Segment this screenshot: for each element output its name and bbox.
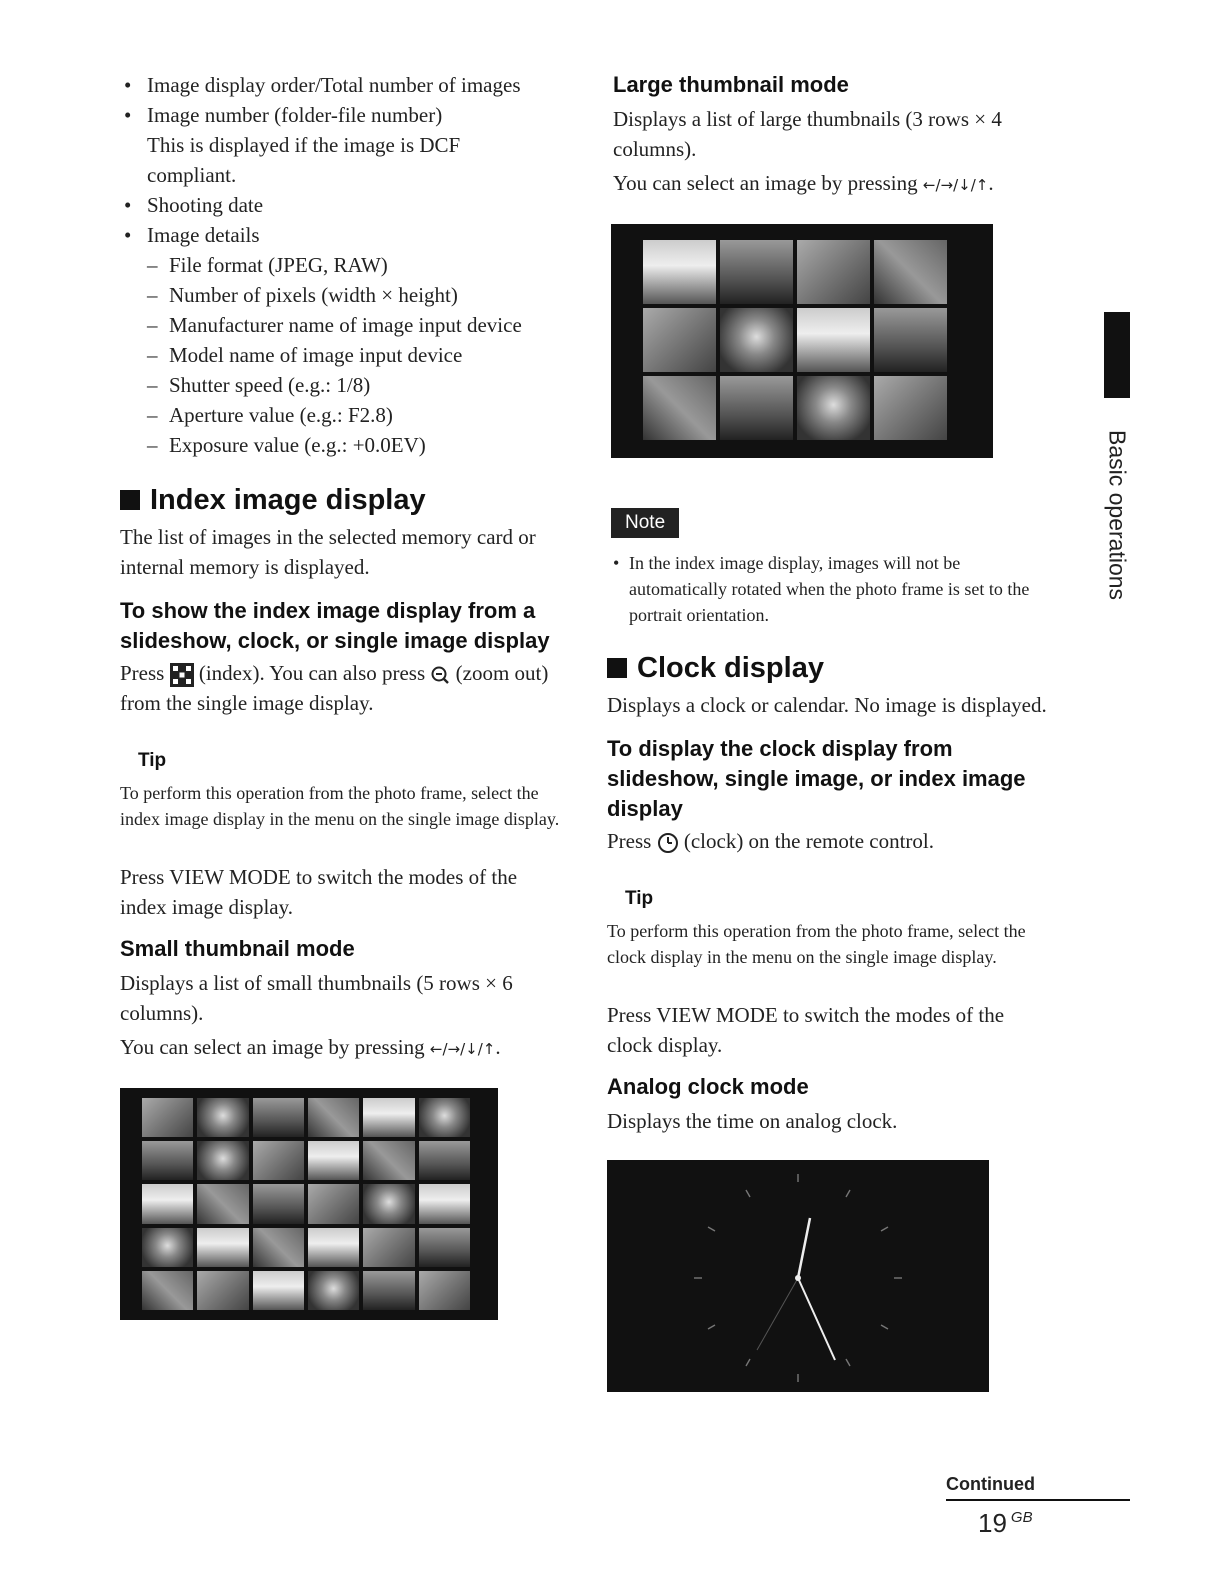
second-hand (757, 1278, 798, 1350)
list-item: • Shooting date (120, 190, 560, 220)
analog-clock-screenshot (607, 1160, 989, 1392)
thumbnail (253, 1098, 304, 1137)
analog-clock-desc: Displays the time on analog clock. (607, 1109, 898, 1133)
detail-item: – Exposure value (e.g.: +0.0EV) (147, 430, 560, 460)
thumbnail (197, 1184, 248, 1223)
list-item-text: • Image details (147, 223, 260, 247)
press-zoom-text: (zoom out) from the single image display. (120, 661, 549, 715)
thumbnail (308, 1141, 359, 1180)
thumbnail (253, 1228, 304, 1267)
thumbnail (253, 1184, 304, 1223)
thumbnail (308, 1271, 359, 1310)
thumbnail (643, 308, 716, 372)
press-clock-paragraph (607, 826, 1052, 856)
thumbnail (142, 1098, 193, 1137)
page-number (978, 1508, 1033, 1539)
tip-label: Tip (625, 888, 654, 909)
tip-block (120, 750, 560, 832)
small-thumbnail-desc: Displays a list of small thumbnails (5 rows × 6 columns). (120, 971, 513, 1025)
period: . (495, 1035, 501, 1059)
thumbnail (363, 1098, 414, 1137)
thumbnail (720, 308, 793, 372)
detail-item: – Model name of image input device (147, 340, 560, 370)
image-info-list (120, 70, 560, 460)
tip-text: To perform this operation from the photo frame, select the clock display in the menu on the single image display. (607, 921, 1026, 967)
detail-item: – Aperture value (e.g.: F2.8) (147, 400, 560, 430)
section-square-icon (120, 490, 140, 510)
clock-display-heading (607, 650, 1052, 686)
thumbnail (874, 308, 947, 372)
thumbnail (419, 1098, 470, 1137)
clock-button-icon (657, 832, 679, 854)
select-text: You can select an image by pressing (613, 171, 918, 195)
detail-item: – Number of pixels (width × height) (147, 280, 560, 310)
press-index-text: (index). You can also press (198, 661, 426, 685)
thumbnail (197, 1271, 248, 1310)
clock-intro: Displays a clock or calendar. No image is displayed. (607, 693, 1047, 717)
list-item (120, 100, 560, 190)
note-label: Note (611, 508, 679, 538)
thumbnail (253, 1271, 304, 1310)
thumbnail (197, 1098, 248, 1137)
large-thumbnail-desc: Displays a list of large thumbnails (3 rows × 4 columns). (613, 107, 1002, 161)
select-image-text (120, 1032, 560, 1064)
index-display-title: Index image display (150, 484, 426, 516)
index-intro: The list of images in the selected memory card or internal memory is displayed. (120, 525, 536, 579)
large-thumbnail-heading: Large thumbnail mode (613, 72, 849, 97)
thumbnail (363, 1184, 414, 1223)
left-column (120, 70, 560, 1320)
thumbnail (363, 1271, 414, 1310)
view-mode-text: Press VIEW MODE to switch the modes of the clock display. (607, 1003, 1005, 1057)
list-item (120, 220, 560, 460)
small-thumbnail-grid (142, 1098, 470, 1310)
page-suffix: GB (1010, 1509, 1033, 1527)
thumbnail (643, 376, 716, 440)
thumbnail (142, 1271, 193, 1310)
zoom-out-icon (430, 665, 450, 685)
detail-item: – Shutter speed (e.g.: 1/8) (147, 370, 560, 400)
tip-label: Tip (138, 750, 167, 771)
analog-clock-face (607, 1160, 989, 1392)
thumbnail (363, 1228, 414, 1267)
note-block (611, 508, 1052, 628)
press-word: Press (120, 661, 165, 685)
dcf-note-line-2: compliant. (147, 163, 237, 187)
arrow-keys-icon: ←/→/↓/↑ (429, 1040, 496, 1058)
thumbnail (253, 1141, 304, 1180)
view-mode-text: Press VIEW MODE to switch the modes of the index image display. (120, 865, 518, 919)
section-tab-marker (1104, 312, 1130, 398)
section-square-icon (607, 658, 627, 678)
thumbnail (308, 1098, 359, 1137)
show-index-heading: To show the index image display from a slideshow, clock, or single image display (120, 598, 550, 653)
list-item-text: • Image number (folder-file number) (147, 103, 443, 127)
small-thumbnail-heading: Small thumbnail mode (120, 936, 355, 961)
thumbnail (308, 1184, 359, 1223)
thumbnail (197, 1141, 248, 1180)
continued-label: Continued (946, 1474, 1130, 1501)
thumbnail (720, 240, 793, 304)
thumbnail (363, 1141, 414, 1180)
thumbnail (142, 1228, 193, 1267)
hour-hand (798, 1218, 810, 1278)
thumbnail (197, 1228, 248, 1267)
thumbnail (142, 1184, 193, 1223)
analog-clock-heading: Analog clock mode (607, 1074, 809, 1099)
thumbnail (797, 240, 870, 304)
select-image-text (613, 168, 1052, 200)
large-thumbnail-screenshot (611, 224, 993, 458)
detail-item: – Manufacturer name of image input device (147, 310, 560, 340)
thumbnail (419, 1271, 470, 1310)
index-display-heading (120, 482, 560, 518)
arrow-keys-icon: ←/→/↓/↑ (922, 176, 989, 194)
note-list (611, 550, 1052, 628)
thumbnail (419, 1184, 470, 1223)
thumbnail (874, 376, 947, 440)
thumbnail (419, 1228, 470, 1267)
select-text: You can select an image by pressing (120, 1035, 425, 1059)
thumbnail (797, 308, 870, 372)
press-word: Press (607, 829, 652, 853)
thumbnail (308, 1228, 359, 1267)
thumbnail (643, 240, 716, 304)
thumbnail (720, 376, 793, 440)
clock-display-subheading: To display the clock display from slideshow, single image, or index image display (607, 736, 1026, 821)
period: . (988, 171, 994, 195)
thumbnail (142, 1141, 193, 1180)
dcf-note-line-1: This is displayed if the image is DCF (147, 133, 461, 157)
image-details-list (147, 250, 560, 460)
small-thumbnail-screenshot (120, 1088, 498, 1320)
detail-item: – File format (JPEG, RAW) (147, 250, 560, 280)
clock-display-title: Clock display (637, 652, 824, 684)
index-button-icon (170, 663, 194, 687)
right-column (607, 70, 1052, 1392)
press-clock-text: (clock) on the remote control. (683, 829, 934, 853)
section-tab-label: Basic operations (1104, 430, 1131, 601)
thumbnail (797, 376, 870, 440)
thumbnail (419, 1141, 470, 1180)
tip-text: To perform this operation from the photo frame, select the index image display in the menu on the single image display. (120, 783, 560, 829)
thumbnail (874, 240, 947, 304)
list-item: • Image display order/Total number of images (120, 70, 560, 100)
page-number-value: 19 (978, 1508, 1007, 1538)
press-index-paragraph (120, 658, 560, 718)
tip-block (607, 888, 1052, 970)
note-text: • In the index image display, images will not be automatically rotated when the photo frame is set to the portrait orientation. (611, 550, 1052, 628)
large-thumbnail-grid (643, 240, 947, 440)
minute-hand (798, 1278, 835, 1360)
